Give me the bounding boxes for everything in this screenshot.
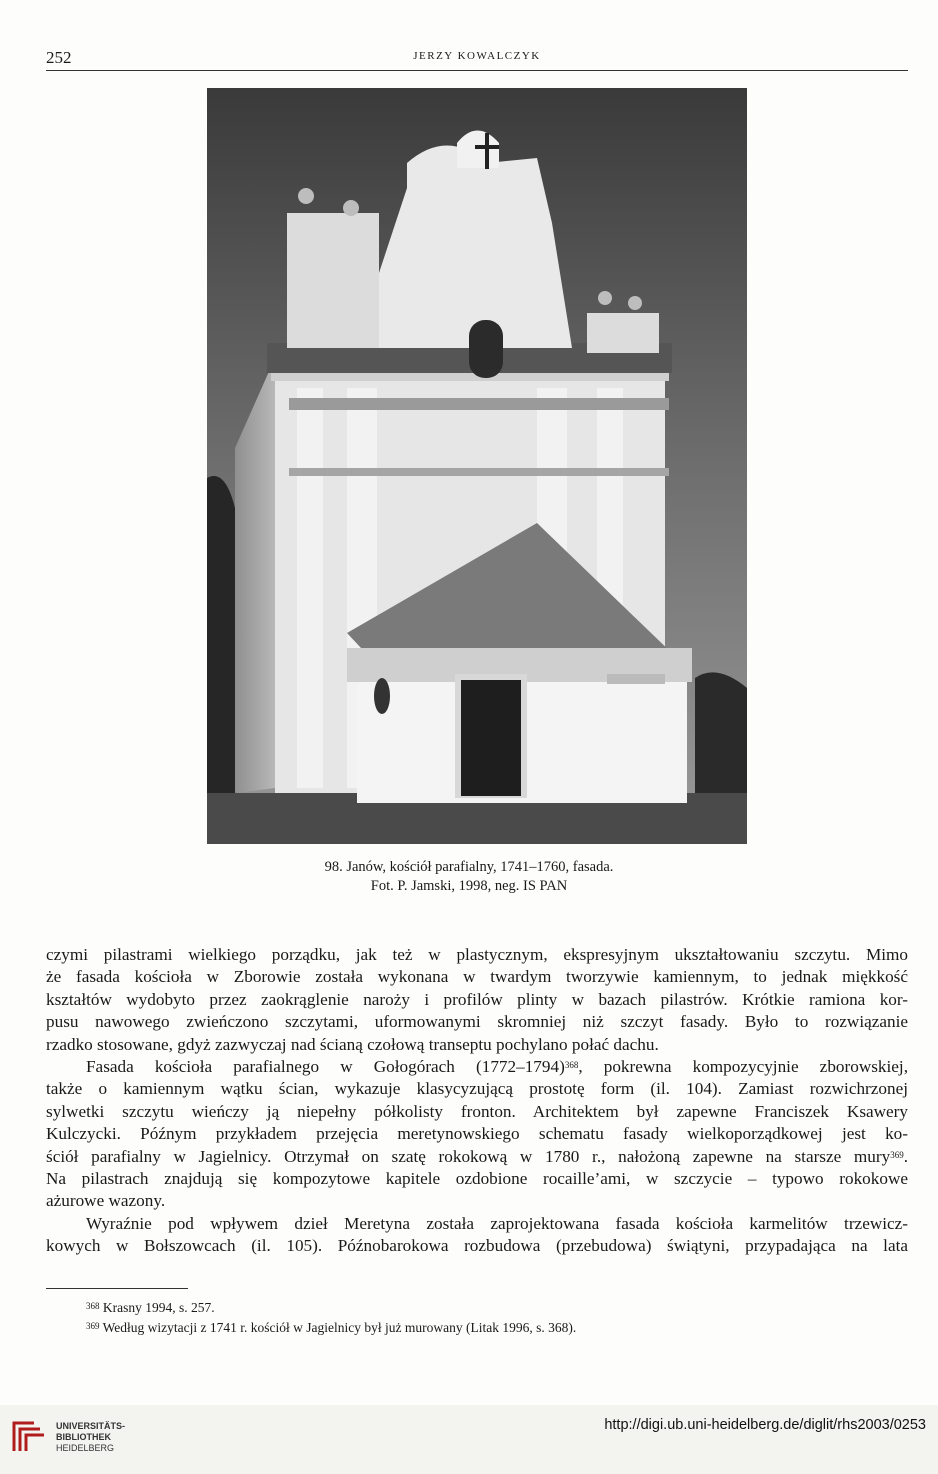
- footnote-text: Według wizytacji z 1741 r. kościół w Jagielnicy był już murowany (Litak 1996, s. 368).: [102, 1320, 577, 1335]
- text-line: [46, 1056, 908, 1078]
- library-name-line: BIBLIOTHEK: [56, 1432, 111, 1442]
- church-facade-photograph: [207, 88, 747, 844]
- footnote-text: Krasny 1994, s. 257.: [102, 1300, 215, 1315]
- text-line: kowych w Bołszowcach (il. 105). Późnobarokowa rozbudowa (przebudowa) świątyni, przypadająca na lata: [46, 1236, 908, 1256]
- text-line: Wyraźnie pod wpływem dzieł Meretyna została zaprojektowana fasada kościoła karmelitów trzewicz-: [86, 1213, 908, 1233]
- page-number: 252: [46, 48, 72, 67]
- text-fragment: ściół parafialny w Jagielnicy. Otrzymał on szatę rokokową w 1780 r., nałożoną zapewne na starsze mury: [46, 1146, 891, 1166]
- footnote-ref-368: 368: [564, 1060, 579, 1071]
- footnote-368: [86, 1298, 576, 1318]
- footnote-divider: [46, 1288, 188, 1289]
- text-fragment: , pokrewna kompozycyjnie zborowskiej,: [578, 1057, 908, 1077]
- library-name-line: UNIVERSITÄTS-: [56, 1421, 126, 1431]
- running-header: [46, 48, 908, 71]
- text-line: kształtów wydobyto przez zaokrąglenie naroży i profilów plinty w bazach pilastrów. Krótkie ramiona kor-: [46, 989, 908, 1009]
- text-line: sylwetki szczytu wieńczy ją niepełny półkolisty fronton. Architektem był zapewne Franciszek Ksawery: [46, 1101, 908, 1121]
- text-line: Kulczycki. Późnym przykładem przejęcia meretynowskiego schematu fasady wielkoporządkowej jest ko-: [46, 1124, 908, 1144]
- library-logo-icon: [8, 1415, 50, 1457]
- text-line: czymi pilastrami wielkiego porządku, jak też w plastycznym, ekspresyjnym ukształtowaniu szczytu. Mimo: [46, 945, 908, 964]
- text-line: rzadko stosowane, gdyż zazwyczaj nad ścianą czołową transeptu pochylano połać dachu.: [46, 1034, 659, 1054]
- body-text: [46, 944, 908, 1258]
- digital-library-url[interactable]: http://digi.ub.uni-heidelberg.de/diglit/rhs2003/0253: [604, 1417, 926, 1433]
- footnotes: [86, 1298, 576, 1338]
- footnote-ref-369: 369: [890, 1149, 904, 1160]
- text-fragment: .: [903, 1146, 908, 1166]
- library-name-line: HEIDELBERG: [56, 1443, 115, 1453]
- footnote-number: 368: [86, 1301, 100, 1311]
- caption-line-2: Fot. P. Jamski, 1998, neg. IS PAN: [370, 878, 568, 894]
- running-head-author: JERZY KOWALCZYK: [413, 50, 541, 62]
- footnote-369: [86, 1318, 576, 1338]
- text-line: [46, 1146, 908, 1168]
- text-line: ażurowe wazony.: [46, 1191, 166, 1211]
- text-line: pusu nawowego zwieńczono szczytami, uformowanymi skromniej niż szczyt fasady. Było to rozwiązanie: [46, 1012, 908, 1032]
- text-line: że fasada kościoła w Zborowie została wykonana w twardym tworzywie kamiennym, to jednak miękkość: [46, 967, 908, 987]
- text-fragment: Fasada kościoła parafialnego w Gołogórach (1772–1794): [86, 1057, 565, 1077]
- figure-caption: [0, 858, 938, 896]
- text-line: Na pilastrach znajdują się kompozytowe kapitele ozdobione rocaille’ami, w szczycie – typowo rokokowe: [46, 1169, 908, 1189]
- library-name: [56, 1421, 125, 1454]
- text-line: także o kamiennym wątku ścian, wykazuje klasycyzującą prostotę form (il. 104). Zamiast rozwichrzonej: [46, 1079, 908, 1099]
- footnote-number: 369: [86, 1321, 100, 1331]
- library-footer: [0, 1405, 938, 1474]
- caption-line-1: 98. Janów, kościół parafialny, 1741–1760, fasada.: [324, 859, 614, 875]
